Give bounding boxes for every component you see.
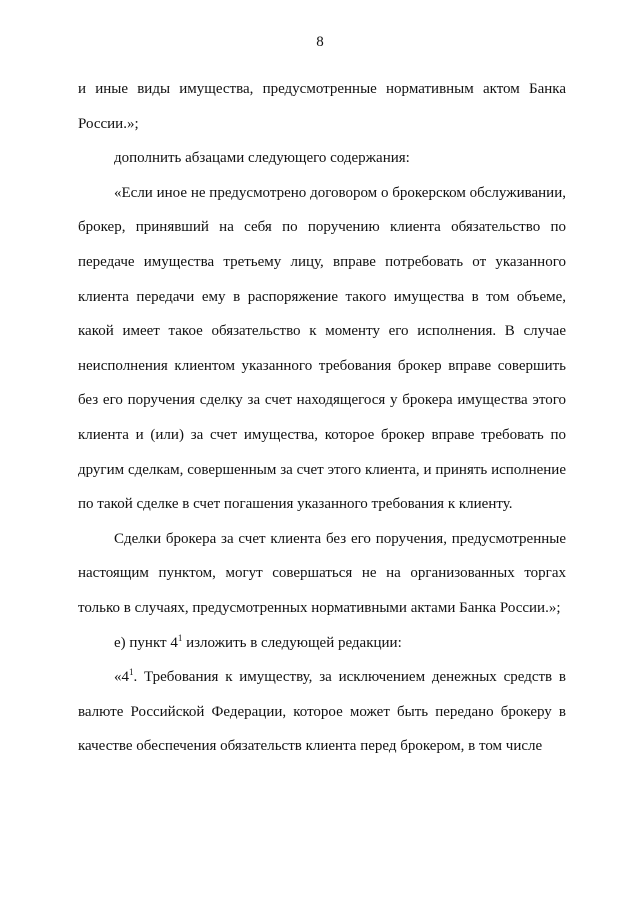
paragraph-continuation: и иные виды имущества, предусмотренные нормативным актом Банка России.»; <box>78 81 566 132</box>
item-4-1-prefix: «4 <box>114 669 129 686</box>
document-body <box>78 72 566 764</box>
paragraph-supplement-intro: дополнить абзацами следующего содержания: <box>114 150 410 167</box>
amendment-e-suffix: изложить в следующей редакции: <box>182 634 402 651</box>
paragraph-amendment-e <box>78 626 566 661</box>
amendment-e-prefix: е) пункт 4 <box>114 634 178 651</box>
paragraph-broker-deals: Сделки брокера за счет клиента без его поручения, предусмотренные настоящим пунктом, могут совершаться не на организованных торгах только в случаях, предусмотренных нормативными актами Банка России.»; <box>78 530 566 616</box>
paragraph-broker-rights: «Если иное не предусмотрено договором о брокерском обслуживании, брокер, принявший на себя по поручению клиента обязательство по передаче имущества третьему лицу, вправе потребовать от указанного клиента передачи ему в распоряжение такого имущества в том объеме, какой имеет такое обязательство к моменту его исполнения. В случае неисполнения клиентом указанного требования брокер вправе совершить без его поручения сделку за счет находящегося у брокера имущества этого клиента и (или) за счет имущества, которое брокер вправе требовать по другим сделкам, совершенным за счет этого клиента, и принять исполнение по такой сделке в счет погашения указанного требования к клиенту. <box>78 184 566 513</box>
amendment-e-superscript: 1 <box>177 632 183 643</box>
item-4-1-superscript: 1 <box>129 667 134 678</box>
item-4-1-text: . Требования к имуществу, за исключением денежных средств в валюте Российской Федерации, которое может быть передано брокеру в качестве обеспечения обязательств клиента перед брокером, в том числе <box>78 669 566 755</box>
paragraph-item-4-1 <box>78 660 566 764</box>
page-number: 8 <box>316 34 324 50</box>
